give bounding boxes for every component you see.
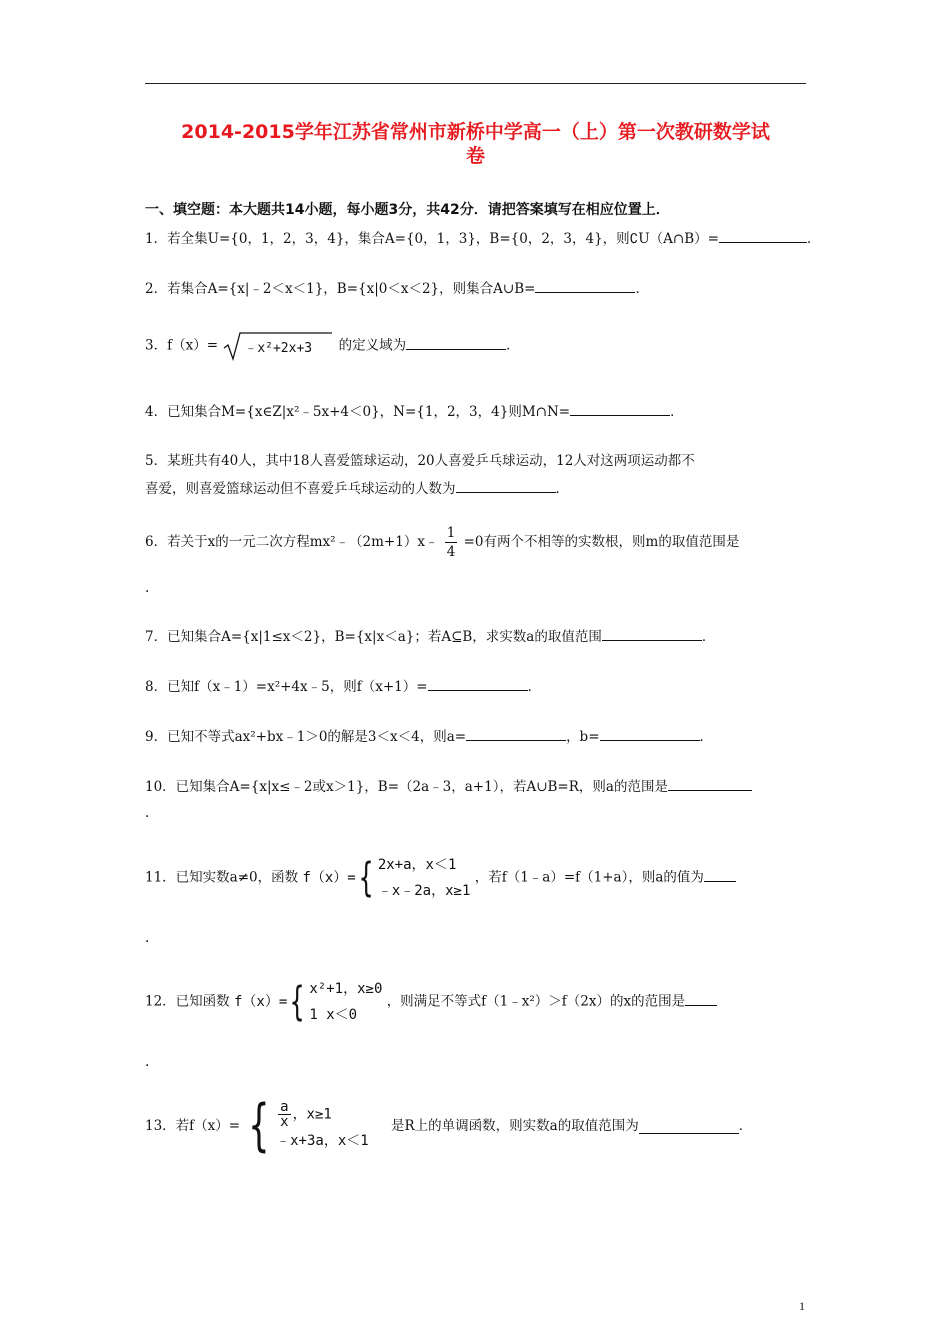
- answer-blank-b: [600, 726, 700, 741]
- question-3: 3．f（x）= ﹣x²+2x+3 的定义域为 ．: [145, 330, 520, 362]
- question-5: 5．某班共有40人，其中18人喜爱篮球运动，20人喜爱乒乓球运动，12人对这两项运动都不: [145, 453, 695, 469]
- page-number: 1: [799, 1299, 805, 1313]
- answer-blank: [602, 626, 702, 641]
- question-6: 6．若关于x的一元二次方程mx²﹣（2m+1）x﹣ $\frac{1}{4}$ =0有两个不相等的实数根，则m的取值范围是: [145, 525, 740, 560]
- sqrt-expression: [222, 330, 334, 362]
- radicand: ﹣x²+2x+3: [244, 341, 313, 356]
- answer-blank: [570, 401, 670, 416]
- question-10: 10．已知集合A={x|x≤﹣2或x＞1}，B=（2a﹣3，a+1），若A∪B=R，则a的范围是: [145, 776, 752, 797]
- fraction: $\frac{1}{4}$: [446, 525, 456, 560]
- question-11: 11．已知实数a≠0，函数 f（x）={ 2x+a，x＜1 ﹣x﹣2a，x≥1 ，若f（1﹣a）=f（1+a），则a的值为: [145, 852, 736, 904]
- question-7: 7．已知集合A={x|1≤x＜2}，B={x|x＜a}；若A⊆B，求实数a的取值范围 ．: [145, 626, 715, 647]
- fraction: $\frac{a}{x}$: [280, 1098, 289, 1130]
- question-2: 2．若集合A={x|﹣2＜x＜1}，B={x|0＜x＜2}，则集合A∪B= ．: [145, 278, 649, 299]
- answer-blank: [535, 278, 635, 293]
- question-4: 4．已知集合M={x∈Z|x²﹣5x+4＜0}，N={1，2，3，4}则M∩N= ．: [145, 401, 684, 422]
- header-rule: [145, 83, 806, 84]
- answer-blank: [685, 991, 717, 1006]
- question-9: 9．已知不等式ax²+bx﹣1＞0的解是3＜x＜4，则a= ，b= ．: [145, 726, 713, 747]
- question-10-period: .: [145, 805, 150, 821]
- answer-blank-a: [466, 726, 566, 741]
- answer-blank: [719, 228, 807, 243]
- answer-blank: [668, 776, 752, 791]
- answer-blank: [704, 867, 736, 882]
- answer-blank: [639, 1119, 739, 1134]
- question-13: 13．若f（x）= { $\frac{a}{x}$ ，x≥1 ﹣x+3a，x＜1 是R上的单调函数，则实数a的取值范围为 ．: [145, 1093, 753, 1158]
- question-5-line-2: 喜爱，则喜爱篮球运动但不喜爱乒乓球运动的人数为 ．: [145, 478, 569, 499]
- section-heading: 一、填空题：本大题共14小题，每小题3分，共42分．请把答案填写在相应位置上．: [145, 202, 670, 218]
- piecewise-function: f（x）={ 2x+a，x＜1 ﹣x﹣2a，x≥1: [302, 855, 471, 901]
- page-title: [145, 120, 806, 168]
- question-12-period: .: [145, 1054, 150, 1070]
- title-line-1: 2014-2015学年江苏省常州市新桥中学高一（上）第一次教研数学试: [181, 121, 770, 143]
- question-8: 8．已知f（x﹣1）=x²+4x﹣5，则f（x+1）= ．: [145, 676, 541, 697]
- piecewise-function: f（x）={ x²+1，x≥0 1 x＜0: [233, 979, 383, 1025]
- question-6-period: .: [145, 580, 150, 596]
- answer-blank: [428, 676, 528, 691]
- title-line-2: 卷: [465, 145, 485, 167]
- answer-blank: [406, 335, 506, 350]
- piecewise-function: { $\frac{a}{x}$ ，x≥1 ﹣x+3a，x＜1: [249, 1093, 369, 1158]
- answer-blank: [456, 478, 556, 493]
- question-1: 1．若全集U={0，1，2，3，4}，集合A={0，1，3}，B={0，2，3，4}，则∁U（A∩B）= ．: [145, 228, 820, 249]
- question-12: 12．已知函数 f（x）={ x²+1，x≥0 1 x＜0 ，则满足不等式f（1﹣x²）＞f（2x）的x的范围是: [145, 976, 717, 1028]
- question-11-period: .: [145, 930, 150, 946]
